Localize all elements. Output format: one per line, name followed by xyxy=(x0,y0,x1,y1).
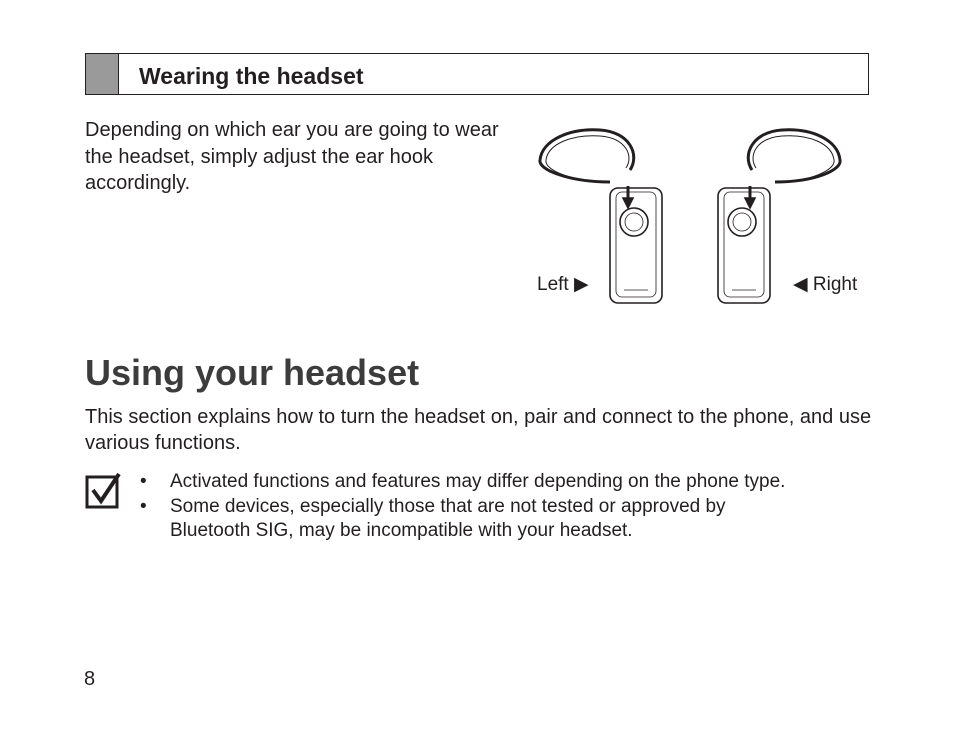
note-text: Some devices, especially those that are not tested or approved by Bluetooth SIG, may be incompatible with your headset. xyxy=(170,495,726,541)
left-label: Left ▶ xyxy=(537,274,589,295)
note-text: Activated functions and features may differ depending on the phone type. xyxy=(170,471,786,492)
section-tab-marker xyxy=(86,54,119,94)
main-heading: Using your headset xyxy=(85,352,420,393)
right-label: ◀ Right xyxy=(793,274,858,295)
page-number: 8 xyxy=(84,668,96,690)
section-header-bar xyxy=(85,53,869,95)
list-item: • Some devices, especially those that are not tested or approved by Bluetooth SIG, may be incompatible with your headset. xyxy=(140,495,726,541)
main-description: This section explains how to turn the headset on, pair and connect to the phone, and use various functions. xyxy=(85,406,872,454)
intro-paragraph: Depending on which ear you are going to wear the headset, simply adjust the ear hook accordingly. xyxy=(85,119,499,194)
checkbox-note-icon xyxy=(85,472,123,510)
notes-list xyxy=(140,470,790,544)
list-item: • Activated functions and features may differ depending on the phone type. xyxy=(140,471,786,492)
section-title: Wearing the headset xyxy=(139,63,364,89)
